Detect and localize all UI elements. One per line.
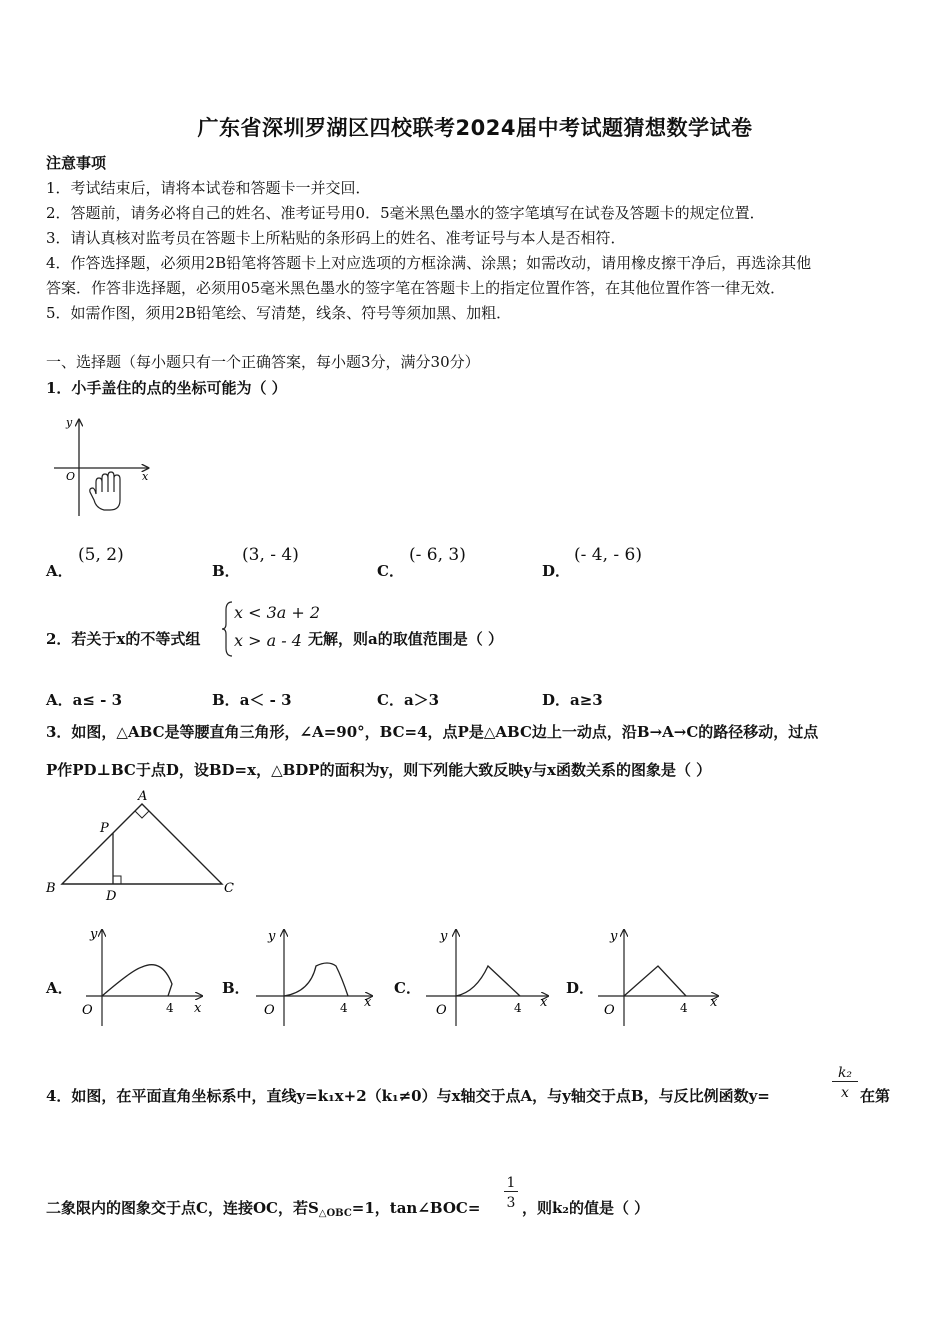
- origin-label: O: [66, 470, 76, 483]
- graph-y-label: y: [90, 927, 98, 942]
- graph-tick-4: 4: [680, 1001, 688, 1015]
- note-item: 答案．作答非选择题，必须用05毫米黑色墨水的签字笔在答题卡上的指定位置作答，在其他位置作答一律无效．: [46, 279, 786, 297]
- notes-heading: 注意事项: [46, 154, 107, 172]
- question-4-line-1-pre: 4．如图，在平面直角坐标系中，直线y=k₁x+2（k₁≠0）与x轴交于点A，与y轴交于点B，与反比例函数y=: [46, 1087, 770, 1105]
- graph-y-label: y: [268, 929, 276, 944]
- graph-origin-label: O: [436, 1003, 447, 1018]
- q3-option-a-graph: [72, 922, 212, 1032]
- q1-option-c-value: (- 6, 3): [409, 545, 466, 565]
- graph-x-label: x: [194, 1001, 202, 1016]
- q3-option-b-label: B．: [222, 979, 250, 997]
- question-2-stem-post: 无解，则a的取值范围是（ ）: [308, 630, 503, 648]
- q2-option-c: C．a＞3: [377, 691, 440, 709]
- question-4-line-2-post: ，则k₂的值是（ ）: [522, 1199, 650, 1217]
- question-4-line-2: 二象限内的图象交于点C，连接OC，若$S_{\triangle OBC}=1$，tan∠BOC=: [46, 1199, 481, 1219]
- graph-x-label: x: [364, 995, 372, 1010]
- page-title: 广东省深圳罗湖区四校联考2024届中考试题猜想数学试卷: [197, 116, 753, 140]
- graph-x-label: x: [710, 995, 718, 1010]
- q1-option-d-value: (- 4, - 6): [574, 545, 642, 565]
- q1-option-a-label: A．: [46, 562, 73, 580]
- q3-option-c-graph: [420, 922, 560, 1032]
- q1-coordinate-figure: [44, 412, 156, 520]
- q3-option-c-label: C．: [394, 979, 421, 997]
- note-item: 4．作答选择题，必须用2B铅笔将答题卡上对应选项的方框涂满、涂黑；如需改动，请用橡皮擦干净后，再选涂其他: [46, 254, 812, 272]
- curve: [102, 965, 172, 996]
- label-d: D: [106, 889, 117, 904]
- label-b: B: [46, 881, 56, 896]
- curve: [284, 963, 348, 996]
- graph-x-label: x: [540, 995, 548, 1010]
- q2-option-a: A．a≤ - 3: [46, 691, 123, 709]
- hand-icon: [90, 472, 120, 510]
- curve: [624, 966, 686, 996]
- right-angle-mark-a: [135, 811, 149, 818]
- q3-triangle-figure: [40, 786, 245, 906]
- note-item: 1．考试结束后，请将本试卷和答题卡一并交回．: [46, 179, 371, 197]
- q1-option-c-label: C．: [377, 562, 404, 580]
- brace-icon: [220, 600, 234, 658]
- q1-option-a-value: (5, 2): [78, 545, 124, 565]
- y-axis-label: y: [66, 416, 73, 429]
- graph-tick-4: 4: [340, 1001, 348, 1015]
- graph-y-label: y: [440, 929, 448, 944]
- graph-y-label: y: [610, 929, 618, 944]
- q2-option-b: B．a＜ - 3: [212, 691, 292, 709]
- question-3-line-2: P作PD⊥BC于点D，设BD=x，△BDP的面积为y，则下列能大致反映y与x函数关系的图象是（ ）: [46, 761, 712, 779]
- q3-option-b-graph: [248, 922, 388, 1032]
- q2-inequality-1: x < 3a + 2: [234, 603, 321, 622]
- q1-option-d-label: D．: [542, 562, 571, 580]
- label-a: A: [138, 789, 148, 804]
- graph-tick-4: 4: [514, 1001, 522, 1015]
- curve: [456, 966, 520, 996]
- note-item: 2．答题前，请务必将自己的姓名、准考证号用0．5毫米黑色墨水的签字笔填写在试卷及答题卡的规定位置．: [46, 204, 765, 222]
- q3-option-d-graph: [590, 922, 730, 1032]
- label-p: P: [100, 821, 109, 836]
- question-3-line-1: 3．如图，△ABC是等腰直角三角形，∠A=90°，BC=4，点P是△ABC边上一动点，沿B→A→C的路径移动，过点: [46, 723, 819, 741]
- graph-origin-label: O: [264, 1003, 275, 1018]
- question-1-stem: 1．小手盖住的点的坐标可能为（ ）: [46, 379, 287, 397]
- graph-origin-label: O: [82, 1003, 93, 1018]
- section-heading: 一、选择题（每小题只有一个正确答案，每小题3分，满分30分）: [46, 353, 480, 371]
- fraction-one-third: 1 3: [504, 1172, 518, 1211]
- note-item: 5．如需作图，须用2B铅笔绘、写清楚，线条、符号等须加黑、加粗．: [46, 304, 512, 322]
- graph-origin-label: O: [604, 1003, 615, 1018]
- right-angle-mark-d: [113, 876, 121, 884]
- q1-option-b-label: B．: [212, 562, 240, 580]
- graph-tick-4: 4: [166, 1001, 174, 1015]
- q1-option-b-value: (3, - 4): [242, 545, 299, 565]
- question-4-line-1-post: 在第: [860, 1087, 891, 1105]
- note-item: 3．请认真核对监考员在答题卡上所粘贴的条形码上的姓名、准考证号与本人是否相符．: [46, 229, 626, 247]
- q2-option-d: D．a≥3: [542, 691, 603, 709]
- q2-inequality-2: x > a - 4: [234, 631, 302, 650]
- question-2-stem-pre: 2．若关于x的不等式组: [46, 630, 201, 648]
- q3-option-d-label: D．: [566, 979, 595, 997]
- label-c: C: [224, 881, 234, 896]
- q3-option-a-label: A．: [46, 979, 73, 997]
- fraction-k2-over-x: k₂ x: [832, 1062, 858, 1101]
- triangle-abc: [62, 804, 222, 884]
- x-axis-label: x: [142, 470, 149, 483]
